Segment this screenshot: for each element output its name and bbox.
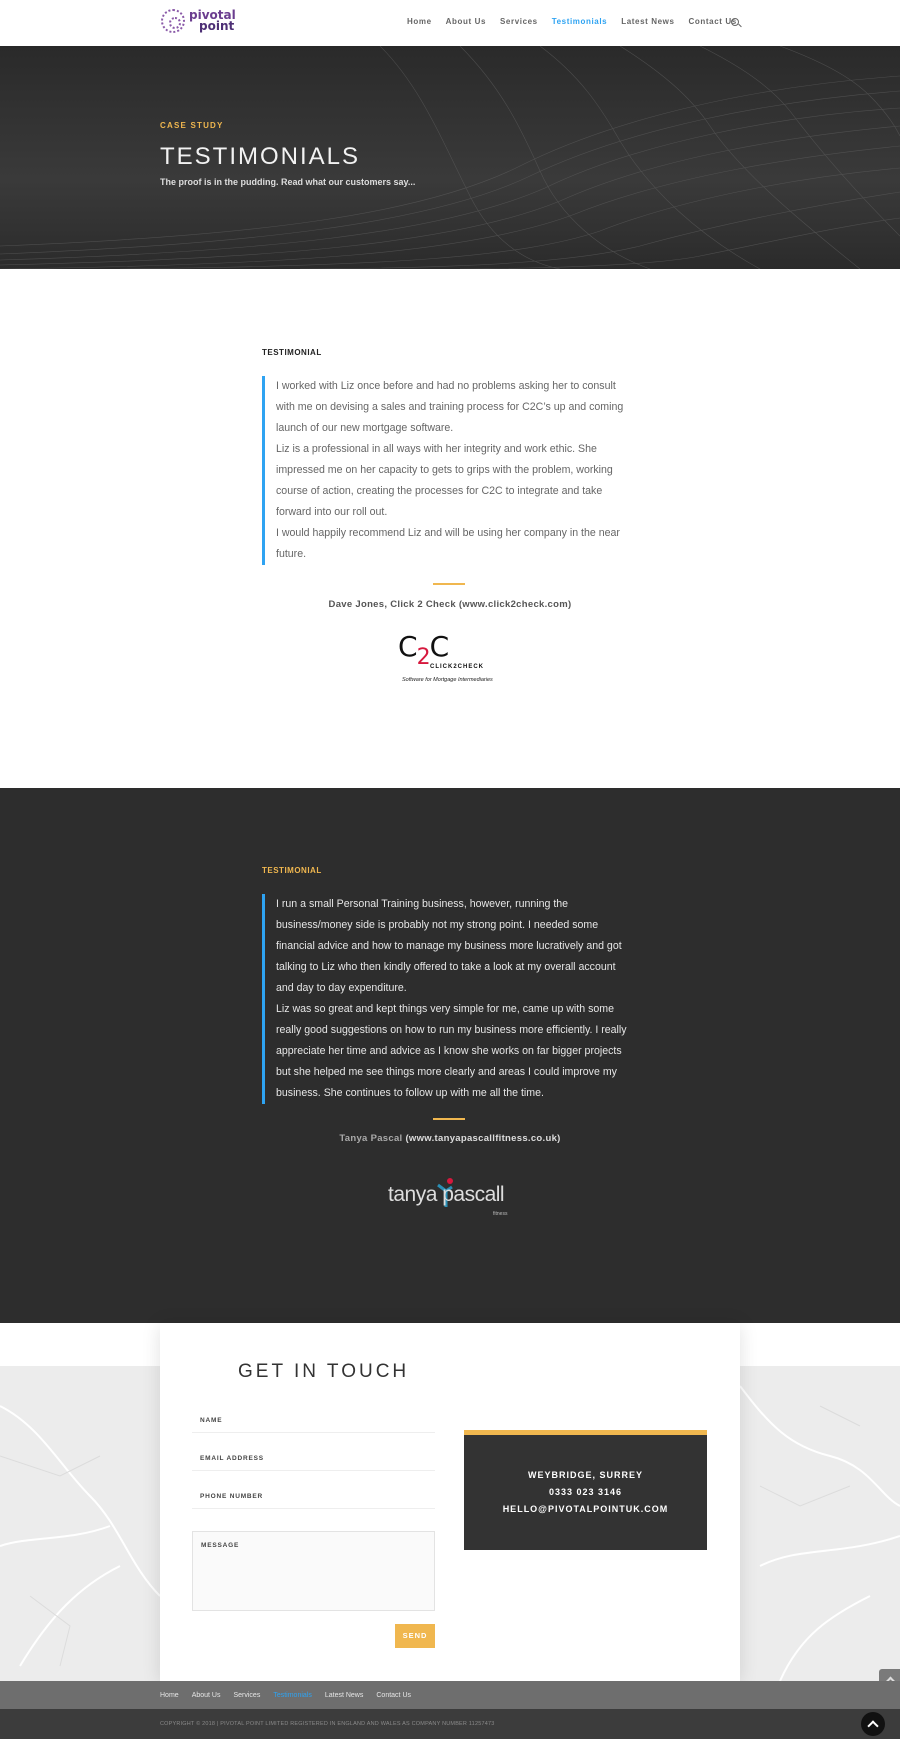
nav-contact-us[interactable]: Contact Us [688,17,737,26]
nav-latest-news[interactable]: Latest News [621,17,675,26]
tp-logo-sub: fitness [493,1211,508,1217]
contact-phone[interactable]: 0333 023 3146 [548,1487,623,1497]
footer-bottom-bar [0,1709,900,1739]
divider [433,1118,465,1120]
testimonial-author: Dave Jones, Click 2 Check (www.click2check.com) [328,599,572,610]
copyright-text: COPYRIGHT © 2018 | PIVOTAL POINT LIMITED REGISTERED IN ENGLAND AND WALES AS COMPANY NUMBER 11257473 [160,1721,495,1727]
logo-line-2: point [199,19,235,33]
testimonial-label: TESTIMONIAL [262,348,322,357]
quote-paragraph: Liz is a professional in all ways with her integrity and work ethic. She impressed me on her capacity to gets to grips with the problem, working course of action, creating the processes for C2C to integrate and take forward into our roll out. [276,443,613,518]
logo-line-1: pivotal [189,8,236,22]
site-header [0,0,900,46]
footer-menu [160,1692,424,1699]
c2c-logo-tagline: Software for Mortgage Intermediaries [402,677,493,683]
footer-nav-about-us[interactable]: About Us [191,1692,221,1699]
name-field[interactable] [192,1408,435,1433]
message-textarea[interactable] [192,1531,435,1611]
hero-banner [0,46,900,269]
footer-nav-contact-us[interactable]: Contact Us [376,1692,411,1699]
footer-nav-home[interactable]: Home [160,1692,179,1699]
contact-info-box [464,1430,707,1550]
contact-title: GET IN TOUCH [238,1361,410,1382]
author-name: Tanya Pascal [339,1133,403,1144]
site-logo[interactable] [161,9,236,33]
testimonial-quote [262,376,632,565]
testimonial-label: TESTIMONIAL [262,866,322,875]
hero-kicker: CASE STUDY [160,121,224,130]
message-placeholder: MESSAGE [201,1542,240,1549]
footer-nav-testimonials[interactable]: Testimonials [273,1692,312,1699]
footer-nav-services[interactable]: Services [233,1692,261,1699]
divider [433,583,465,585]
testimonial-section-2 [0,788,900,1323]
click2check-logo [398,630,508,690]
tp-logo-text: tanya pascall [388,1183,505,1206]
contact-email[interactable]: HELLO@PIVOTALPOINTUK.COM [502,1504,669,1514]
testimonial-section-1 [0,269,900,788]
page-bottom-strip [0,1739,900,1756]
nav-about-us[interactable]: About Us [445,17,486,26]
quote-paragraph: I run a small Personal Training business, however, running the business/money side is probably not my strong point. I needed some financial advice and how to manage my business more lucratively and got talking to Liz who then kindly offered to take a look at my overall account and day to day expenditure. [276,898,622,994]
email-field[interactable] [192,1446,435,1471]
back-to-top-icon[interactable] [861,1712,885,1736]
logo-spiral-icon [161,9,185,33]
quote-paragraph: I would happily recommend Liz and will be using her company in the near future. [276,527,620,560]
hero-subtitle: The proof is in the pudding. Read what our customers say... [160,177,416,187]
phone-field[interactable] [192,1484,435,1509]
tanya-pascall-logo [386,1173,526,1223]
testimonial-quote [262,894,632,1104]
hero-mesh-graphic [0,46,900,269]
quote-paragraph: Liz was so great and kept things very simple for me, came up with some really good suggestions on how to run my business more efficiently. I really appreciate her time and advice as I know she works on far bigger projects but she helped me see things more clearly and areas I could improve my business. She continues to follow up with me all the time. [276,1003,627,1099]
email-field-placeholder: EMAIL ADDRESS [200,1455,264,1462]
send-button[interactable]: SEND [395,1624,435,1648]
search-icon[interactable] [731,18,739,26]
main-nav [407,17,751,26]
page-title: TESTIMONIALS [160,143,361,170]
contact-card [160,1323,740,1681]
testimonial-author [262,1133,638,1144]
phone-field-placeholder: PHONE NUMBER [200,1493,264,1500]
author-website: (www.tanyapascallfitness.co.uk) [405,1133,561,1144]
logo-wordmark [189,10,236,32]
c2c-logo-mark: $C_2C$ [398,630,449,670]
nav-testimonials[interactable]: Testimonials [551,17,608,26]
footer-nav [0,1681,900,1709]
quote-paragraph: I worked with Liz once before and had no problems asking her to consult with me on devising a sales and training process for C2C’s up and coming launch of our new mortgage software. [276,380,624,434]
c2c-logo-name: CLICK2CHECK [430,664,485,670]
nav-services[interactable]: Services [500,17,538,26]
contact-location: WEYBRIDGE, SURREY [527,1470,643,1480]
name-field-placeholder: NAME [200,1417,223,1424]
footer-nav-latest-news[interactable]: Latest News [324,1692,364,1699]
nav-home[interactable]: Home [407,17,432,26]
